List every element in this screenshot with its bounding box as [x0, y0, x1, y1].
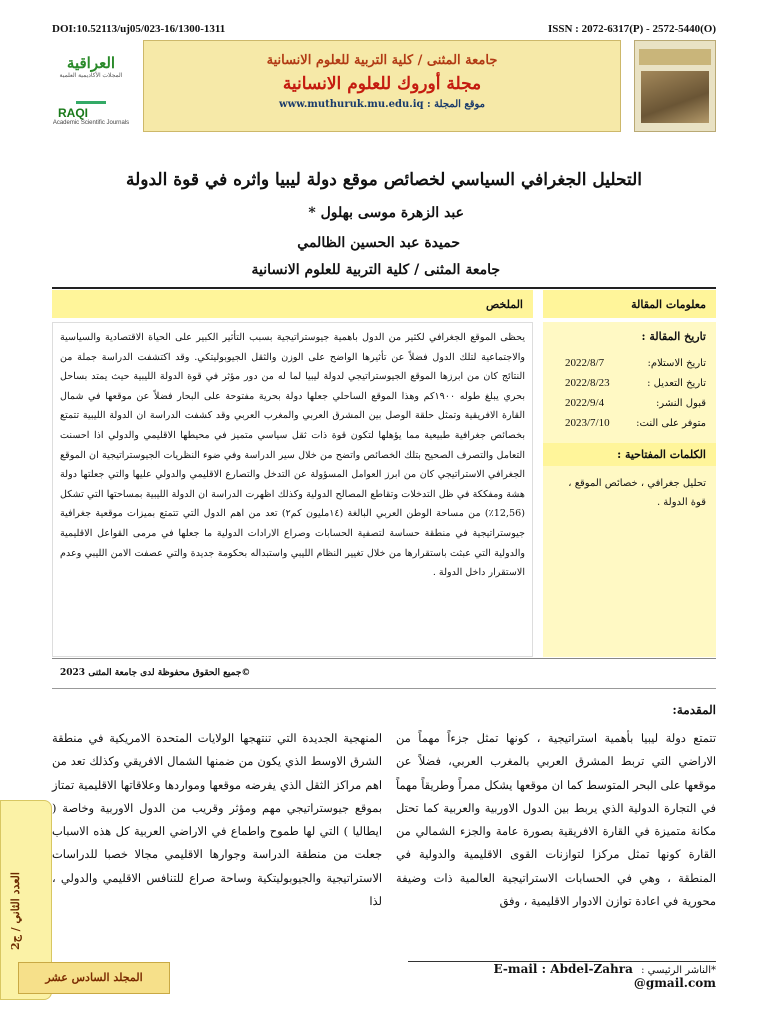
body-column-left: المنهجية الجديدة التي تنتهجها الولايات المتحدة الامريكية في منطقة الشرق الاوسط الذي يكون من ضمنها الشمال الافريقي وكذلك تعد من اهم مراكز الثقل الذي يفرضه موقعها ومواردها وعلاقاتها الاقليمية تمتاز بموقع جيوستراتيجي مهم ومؤثر وقريب من الدول الاوربية وخاصة ( ايطاليا ) التي لها طموح واطماع في الاراضي العربية كل هذه الاسباب جعلت من منطقة الدراسة وجوارها الاقليمي مجالا خصبا للدراسات الاستراتيجية والجيوبوليتكية وساحة صراع للتنافس الاقليمي والدولي ، لذا: [52, 731, 382, 909]
journal-banner: [143, 40, 621, 132]
banner-journal-name: مجلة أوروك للعلوم الانسانية: [282, 74, 482, 94]
date-value: 2023/7/10: [565, 417, 610, 429]
logo-english: Academic Scientific Journals: [52, 120, 130, 126]
keywords-heading: الكلمات المفتاحية :: [543, 443, 716, 466]
date-value: 2022/9/4: [565, 397, 605, 409]
date-value: 2022/8/23: [565, 377, 610, 389]
doi-text: DOI:10.52113/uj05/023-16/1300-1311: [52, 23, 226, 35]
email-label: *الناشر الرئيسي :: [641, 965, 716, 976]
corresponding-author-email: [408, 961, 716, 990]
date-row: [551, 393, 706, 413]
abstract-heading: الملخص: [52, 290, 533, 318]
date-row: [551, 373, 706, 393]
logo-subtitle: المجلات الأكاديمية العلمية: [59, 73, 123, 79]
volume-badge: المجلد السادس عشر: [18, 962, 170, 994]
history-label: تاريخ المقالة :: [641, 330, 706, 343]
email-address[interactable]: E-mail : Abdel-Zahra @gmail.com: [493, 962, 716, 990]
issn-text: ISSN : 2072-6317(P) - 2572-5440(O): [547, 23, 716, 35]
article-title: التحليل الجغرافي السياسي لخصائص موقع دولة ليبيا واثره في قوة الدولة: [125, 170, 642, 190]
date-label: متوفر على النت:: [636, 417, 706, 429]
article-info-panel: [543, 322, 716, 657]
date-value: 2022/8/7: [565, 357, 605, 369]
logo-raqi: RAQI: [58, 106, 88, 120]
copyright-notice: ©جميع الحقوق محفوظة لدى جامعة المثنى 2023: [60, 668, 251, 678]
author-2: حميدة عبد الحسين الظالمي: [297, 235, 460, 251]
date-row: [551, 353, 706, 373]
abstract-text: يحظى الموقع الجغرافي لكثير من الدول باهمية جيوستراتيجية بسبب التأثير الكبير على الحياة الاقتصادية والسياسية والاجتماعية لتلك الدول فضلاً عن تأثيرها الواضح على الوزن والثقل الجيوبوليتكي. وقد اكتشفت الدراسة جملة من النتائج كان من ابرزها الموقع الجيوستراتيجي لدولة ليبيا لما له من دور مؤثر في قوة الدولة الليبية حيث يمتد بساحل بحري يبلغ طوله ١٩٠٠كم وهذا الموقع الساحلي جعلها دولة بحرية مفتوحة على البحار فضلاً عن موقعها في شمال القارة الافريقية وتمثل حلقة الوصل بين المشرق العربي والمغرب العربي وقد كشفت الدراسة ان الدولة الليبية تتمتع بخصائص جغرافية طبيعية مما يؤهلها لتكون قوة ذات ثقل سياسي متميز في محيطها الاقليمي والدولي اذا احسنت التعامل والتصرف الصحيح بتلك الخصائص واتضح من خلال سير الدراسة وفي ضوء النظريات الجيوستراتيجية ان الموقع الجغرافي الاستراتيجي كان من ابرز العوامل المسؤولة عن التدخل والتصارع الاقليمي والدولي عليها والتي جعلتها دولة هشة ومفككة في ظل التدخلات وتقاطع المصالح الدولية وكذلك اظهرت الدراسة ان الدولة الليبية بمساحتها التي تشكل (12,56٪) من مساحة الوطن العربي البالغة (١٤مليون كم٢) تعد من اهم الدول التي تتمتع بميزات موقعية جغرافية جيوستراتيجية في منطقة حساسة لتصفية الحسابات وصراع الارادات الدولية ما جعلها في مرمى القواعل الاقليمية والدولية التي عبثت باستقرارها من خلال تغيير النظام الليبي واستبداله بحكومة جديدة والتي عصفت الامن الليبي وعدم الاستقرار داخل الدولة .: [52, 322, 533, 657]
iraqi-journals-logo: [52, 54, 130, 134]
introduction-heading: المقدمة:: [672, 703, 716, 717]
issue-label: العدد الثاني / ج2: [9, 872, 22, 950]
divider: [52, 688, 716, 689]
keywords-text: تحليل جغرافي ، خصائص الموقع ، قوة الدولة .: [568, 478, 706, 508]
banner-url[interactable]: www.muthuruk.mu.edu.iq : موقع المجلة: [279, 99, 485, 110]
journal-cover-image: [634, 40, 716, 132]
book-icon: [76, 83, 106, 104]
divider: [52, 658, 716, 659]
date-label: تاريخ التعديل :: [647, 377, 706, 389]
body-column-right: تتمتع دولة ليبيا بأهمية استراتيجية ، كونها تمثل جزءاً مهماً من الاراضي التي تربط المشرق العربي بالمغرب العربي، فضلاً عن موقعها على البحر المتوسط كما ان موقعها يشكل ممراً وطريقاً مهماً في التجارة الدولية الذي يربط بين الدول الاوربية والعربية كما تحتل مكانة متميزة في القارة الافريقية بصورة عامة والجزء الشمالي من القارة كونها تمثل مركزا لتوازنات القوى الاقليمية والدولية في المنطقة ، وهي في الحسابات الاستراتيجية العالمية ذات وضيفة محورية في اعادة توازن الادوار الاقليمية ، وفق: [396, 731, 716, 909]
date-label: قبول النشر:: [655, 397, 706, 409]
affiliation: جامعة المثنى / كلية التربية للعلوم الانسانية: [251, 262, 500, 278]
date-row: [551, 413, 706, 433]
banner-university: جامعة المثنى / كلية التربية للعلوم الانسانية: [266, 53, 498, 68]
author-1: عبد الزهرة موسى بهلول *: [308, 205, 464, 221]
logo-arabic-text: العراقية: [66, 55, 116, 72]
divider: [52, 287, 716, 289]
date-label: تاريخ الاستلام:: [647, 357, 706, 369]
article-info-heading: معلومات المقالة: [543, 290, 716, 318]
